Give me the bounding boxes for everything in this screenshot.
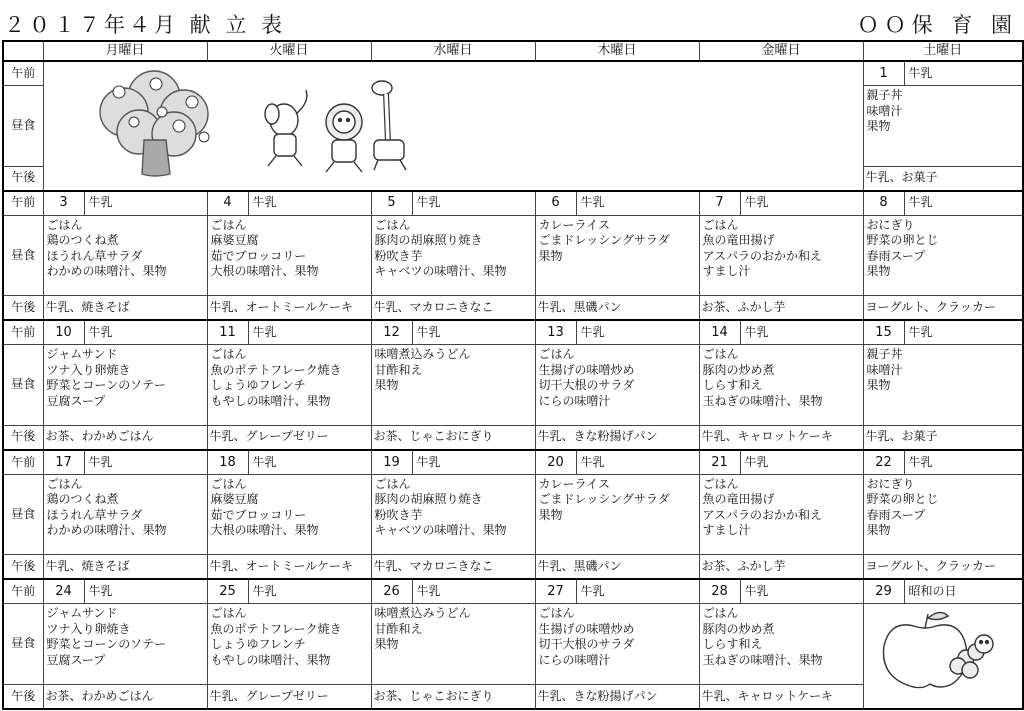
lunch-item: 豚肉の胡麻照り焼き [374, 492, 483, 507]
lunch-item: ごはん [702, 476, 739, 491]
lunch-item: 粉吹き芋 [374, 248, 423, 263]
morning-snack: 牛乳 [580, 584, 605, 599]
row-label-afternoon: 午後 [3, 555, 43, 580]
row-label-afternoon: 午後 [3, 296, 43, 321]
lunch-item: ごはん [46, 476, 83, 491]
week3-wed-afternoon: お茶、じゃこおにぎり [371, 425, 535, 450]
week5-sat-morning [863, 579, 1023, 604]
day-header-mon: 月曜日 [43, 41, 207, 61]
lunch-item: 茹でブロッコリー [210, 248, 307, 263]
week5-tue-morning [207, 579, 371, 604]
day-header-sat: 土曜日 [863, 41, 1023, 61]
morning-snack: 牛乳 [416, 195, 441, 210]
morning-snack: 牛乳 [908, 324, 933, 339]
lunch-item: カレーライス [538, 476, 611, 491]
school-name: ＯＯ保 育 園 [857, 13, 1018, 37]
week4-tue-afternoon: 牛乳、オートミールケーキ [207, 555, 371, 580]
week4-wed-morning [371, 450, 535, 475]
date-number: 11 [208, 321, 249, 344]
week4-thu-morning [535, 450, 699, 475]
week5-wed-afternoon: お茶、じゃこおにぎり [371, 684, 535, 709]
lunch-item: 果物 [538, 507, 563, 522]
week3-tue-lunch [207, 345, 371, 425]
lunch-item: ごまドレッシングサラダ [538, 492, 670, 507]
week3-mon-morning [43, 320, 207, 345]
lunch-item: 魚の竜田揚げ [702, 233, 775, 248]
date-number: 12 [372, 321, 413, 344]
row-label-afternoon: 午後 [3, 425, 43, 450]
week4-mon-lunch [43, 474, 207, 554]
lunch-item: 切干大根のサラダ [538, 637, 635, 652]
morning-snack: 昭和の日 [908, 584, 957, 599]
day-header-tue: 火曜日 [207, 41, 371, 61]
week2-tue-lunch [207, 215, 371, 295]
morning-snack: 牛乳 [416, 324, 441, 339]
lunch-item: わかめの味噌汁、果物 [46, 523, 167, 538]
lunch-item: すまし汁 [702, 264, 751, 279]
week4-fri-morning [699, 450, 863, 475]
lunch-item: ごはん [210, 217, 247, 232]
week2-mon-lunch [43, 215, 207, 295]
lunch-item: 玉ねぎの味噌汁、果物 [702, 393, 823, 408]
week3-afternoon-row [3, 425, 1023, 450]
week2-mon-afternoon: 牛乳、焼きそば [43, 296, 207, 321]
row-label-afternoon: 午後 [3, 166, 43, 191]
row-label-morning: 午前 [3, 450, 43, 475]
morning-snack: 牛乳 [416, 454, 441, 469]
week4-sat-morning [863, 450, 1023, 475]
week5-wed-lunch [371, 604, 535, 684]
lunch-item: ごまドレッシングサラダ [538, 233, 670, 248]
week1-sat-lunch [863, 86, 1023, 166]
week3-mon-lunch [43, 345, 207, 425]
week3-lunch-row [3, 345, 1023, 425]
lunch-item: 豚肉の炒め煮 [702, 621, 775, 636]
morning-snack: 牛乳 [252, 324, 277, 339]
week1-sat-afternoon: 牛乳、お菓子 [863, 166, 1023, 191]
morning-snack: 牛乳 [416, 584, 441, 599]
week3-tue-morning [207, 320, 371, 345]
week2-afternoon-row [3, 296, 1023, 321]
week3-wed-morning [371, 320, 535, 345]
lunch-item: おにぎり [866, 217, 915, 232]
lunch-item: 豆腐スープ [46, 652, 106, 667]
week4-wed-afternoon: 牛乳、マカロニきなこ [371, 555, 535, 580]
lunch-item: 果物 [866, 119, 891, 134]
week2-morning-row [3, 191, 1023, 216]
week4-sat-afternoon: ヨーグルト、クラッカー [863, 555, 1023, 580]
lunch-item: ごはん [374, 217, 411, 232]
week3-thu-lunch [535, 345, 699, 425]
date-number: 5 [372, 192, 413, 215]
lunch-item: 甘酢和え [374, 621, 423, 636]
lunch-item: 甘酢和え [374, 362, 423, 377]
lunch-item: ごはん [702, 606, 739, 621]
date-number: 8 [864, 192, 905, 215]
date-number: 14 [700, 321, 741, 344]
date-number: 27 [536, 580, 577, 603]
week3-thu-morning [535, 320, 699, 345]
morning-snack: 牛乳 [580, 324, 605, 339]
lunch-item: 親子丼 [866, 347, 903, 362]
row-label-afternoon: 午後 [3, 684, 43, 709]
week3-fri-afternoon: 牛乳、キャロットケーキ [699, 425, 863, 450]
day-header-fri: 金曜日 [699, 41, 863, 61]
apple-caterpillar-icon [870, 606, 1020, 696]
week1-sat-morning [863, 61, 1023, 86]
menu-calendar [2, 40, 1024, 710]
date-number: 25 [208, 580, 249, 603]
morning-snack: 牛乳 [744, 324, 769, 339]
date-number: 17 [44, 451, 85, 474]
lunch-item: キャベツの味噌汁、果物 [374, 523, 507, 538]
lunch-item: ごはん [210, 347, 247, 362]
lunch-item: ごはん [210, 606, 247, 621]
week5-lunch-row [3, 604, 1023, 684]
morning-snack: 牛乳 [88, 454, 113, 469]
lunch-item: 味噌汁 [866, 362, 903, 377]
row-label-morning: 午前 [3, 320, 43, 345]
lunch-item: 果物 [866, 264, 891, 279]
week4-morning-row [3, 450, 1023, 475]
lunch-item: ごはん [538, 347, 575, 362]
lunch-item: もやしの味噌汁、果物 [210, 393, 331, 408]
lunch-item: 野菜とコーンのソテー [46, 378, 167, 393]
morning-snack: 牛乳 [744, 584, 769, 599]
week3-sat-morning [863, 320, 1023, 345]
lunch-item: ツナ入り卵焼き [46, 621, 131, 636]
marching-animals-icon [44, 62, 864, 188]
week4-wed-lunch [371, 474, 535, 554]
morning-snack: 牛乳 [908, 195, 933, 210]
row-label-morning: 午前 [3, 61, 43, 86]
week5-tue-afternoon: 牛乳、グレープゼリー [207, 684, 371, 709]
lunch-item: ごはん [702, 217, 739, 232]
lunch-item: 春雨スープ [866, 248, 926, 263]
lunch-item: 大根の味噌汁、果物 [210, 264, 319, 279]
lunch-item: ジャムサンド [46, 606, 118, 621]
morning-snack: 牛乳 [88, 584, 113, 599]
week5-sat-illustration-cell [863, 604, 1023, 709]
lunch-item: 豚肉の胡麻照り焼き [374, 233, 483, 248]
date-number: 24 [44, 580, 85, 603]
lunch-item: おにぎり [866, 476, 915, 491]
lunch-item: 果物 [374, 637, 399, 652]
lunch-item: 野菜とコーンのソテー [46, 637, 167, 652]
lunch-item: にらの味噌汁 [538, 393, 611, 408]
week2-wed-morning [371, 191, 535, 216]
lunch-item: しらす和え [702, 637, 763, 652]
week2-sat-lunch [863, 215, 1023, 295]
lunch-item: 玉ねぎの味噌汁、果物 [702, 652, 823, 667]
row-label-lunch: 昼食 [3, 604, 43, 684]
week5-mon-morning [43, 579, 207, 604]
week2-thu-afternoon: 牛乳、黒磯パン [535, 296, 699, 321]
week5-mon-afternoon: お茶、わかめごはん [43, 684, 207, 709]
week5-wed-morning [371, 579, 535, 604]
lunch-item: 鶏のつくね煮 [46, 233, 119, 248]
week4-sat-lunch [863, 474, 1023, 554]
lunch-item: もやしの味噌汁、果物 [210, 652, 331, 667]
lunch-item: キャベツの味噌汁、果物 [374, 264, 507, 279]
week3-tue-afternoon: 牛乳、グレープゼリー [207, 425, 371, 450]
week2-wed-afternoon: 牛乳、マカロニきなこ [371, 296, 535, 321]
lunch-item: 粉吹き芋 [374, 507, 423, 522]
week3-sat-afternoon: 牛乳、お菓子 [863, 425, 1023, 450]
day-header-thu: 木曜日 [535, 41, 699, 61]
lunch-item: ごはん [538, 606, 575, 621]
week5-thu-afternoon: 牛乳、きな粉揚げパン [535, 684, 699, 709]
lunch-item: 魚のポテトフレーク焼き [210, 362, 342, 377]
week4-fri-afternoon: お茶、ふかし芋 [699, 555, 863, 580]
morning-snack: 牛乳 [744, 195, 769, 210]
lunch-item: 麻婆豆腐 [210, 233, 259, 248]
week4-tue-lunch [207, 474, 371, 554]
lunch-item: 大根の味噌汁、果物 [210, 523, 319, 538]
lunch-item: 切干大根のサラダ [538, 378, 635, 393]
week2-fri-afternoon: お茶、ふかし芋 [699, 296, 863, 321]
lunch-item: 茹でブロッコリー [210, 507, 307, 522]
week3-thu-afternoon: 牛乳、きな粉揚げパン [535, 425, 699, 450]
lunch-item: ごはん [374, 476, 411, 491]
morning-snack: 牛乳 [88, 195, 113, 210]
date-number: 15 [864, 321, 905, 344]
week2-wed-lunch [371, 215, 535, 295]
lunch-item: わかめの味噌汁、果物 [46, 264, 167, 279]
lunch-item: すまし汁 [702, 523, 751, 538]
week5-fri-lunch [699, 604, 863, 684]
lunch-item: にらの味噌汁 [538, 652, 611, 667]
lunch-item: 味噌煮込みうどん [374, 347, 471, 362]
date-number: 20 [536, 451, 577, 474]
morning-snack: 牛乳 [908, 65, 933, 80]
morning-snack: 牛乳 [580, 454, 605, 469]
week4-thu-lunch [535, 474, 699, 554]
lunch-item: 鶏のつくね煮 [46, 492, 119, 507]
week3-mon-afternoon: お茶、わかめごはん [43, 425, 207, 450]
date-number: 10 [44, 321, 85, 344]
lunch-item: カレーライス [538, 217, 611, 232]
week2-thu-lunch [535, 215, 699, 295]
row-label-lunch: 昼食 [3, 215, 43, 295]
row-label-lunch: 昼食 [3, 474, 43, 554]
morning-snack: 牛乳 [252, 584, 277, 599]
lunch-item: 味噌汁 [866, 103, 903, 118]
week4-fri-lunch [699, 474, 863, 554]
date-number: 4 [208, 192, 249, 215]
week2-fri-lunch [699, 215, 863, 295]
week2-sat-afternoon: ヨーグルト、クラッカー [863, 296, 1023, 321]
lunch-item: ごはん [702, 347, 739, 362]
lunch-item: ほうれん草サラダ [46, 248, 143, 263]
lunch-item: 果物 [374, 378, 399, 393]
week3-morning-row [3, 320, 1023, 345]
week4-lunch-row [3, 474, 1023, 554]
lunch-item: ごはん [210, 476, 247, 491]
date-number: 3 [44, 192, 85, 215]
lunch-item: 魚の竜田揚げ [702, 492, 775, 507]
morning-snack: 牛乳 [88, 324, 113, 339]
week2-mon-morning [43, 191, 207, 216]
lunch-item: 生揚げの味噌炒め [538, 362, 635, 377]
date-number: 13 [536, 321, 577, 344]
lunch-item: 魚のポテトフレーク焼き [210, 621, 342, 636]
row-label-morning: 午前 [3, 579, 43, 604]
lunch-item: 野菜の卵とじ [866, 492, 939, 507]
lunch-item: 豚肉の炒め煮 [702, 362, 775, 377]
page-header [0, 0, 1024, 40]
week4-tue-morning [207, 450, 371, 475]
lunch-item: 果物 [866, 523, 891, 538]
week2-thu-morning [535, 191, 699, 216]
date-number: 1 [864, 62, 905, 85]
lunch-item: 麻婆豆腐 [210, 492, 259, 507]
week4-mon-morning [43, 450, 207, 475]
week1-illustration-cell [43, 61, 863, 191]
week2-sat-morning [863, 191, 1023, 216]
row-label-lunch: 昼食 [3, 86, 43, 166]
date-number: 22 [864, 451, 905, 474]
lunch-item: 豆腐スープ [46, 393, 106, 408]
week5-mon-lunch [43, 604, 207, 684]
week3-wed-lunch [371, 345, 535, 425]
date-number: 21 [700, 451, 741, 474]
lunch-item: しょうゆフレンチ [210, 637, 306, 652]
weekday-header-row [3, 41, 1023, 61]
week5-thu-morning [535, 579, 699, 604]
lunch-item: ほうれん草サラダ [46, 507, 143, 522]
date-number: 26 [372, 580, 413, 603]
week3-sat-lunch [863, 345, 1023, 425]
week3-fri-morning [699, 320, 863, 345]
morning-snack: 牛乳 [580, 195, 605, 210]
lunch-item: 味噌煮込みうどん [374, 606, 471, 621]
row-label-morning: 午前 [3, 191, 43, 216]
week4-mon-afternoon: 牛乳、焼きそば [43, 555, 207, 580]
date-number: 29 [864, 580, 905, 603]
date-number: 28 [700, 580, 741, 603]
week2-tue-afternoon: 牛乳、オートミールケーキ [207, 296, 371, 321]
lunch-item: 親子丼 [866, 88, 903, 103]
week5-fri-morning [699, 579, 863, 604]
week5-fri-afternoon: 牛乳、キャロットケーキ [699, 684, 863, 709]
week5-morning-row [3, 579, 1023, 604]
day-header-wed: 水曜日 [371, 41, 535, 61]
lunch-item: 春雨スープ [866, 507, 926, 522]
lunch-item: 果物 [538, 248, 563, 263]
date-number: 19 [372, 451, 413, 474]
lunch-item: ジャムサンド [46, 347, 118, 362]
morning-snack: 牛乳 [252, 454, 277, 469]
lunch-item: しょうゆフレンチ [210, 378, 306, 393]
corner-cell [3, 41, 43, 61]
morning-snack: 牛乳 [252, 195, 277, 210]
week4-thu-afternoon: 牛乳、黒磯パン [535, 555, 699, 580]
lunch-item: アスパラのおかか和え [702, 248, 823, 263]
week4-afternoon-row [3, 555, 1023, 580]
lunch-item: 野菜の卵とじ [866, 233, 939, 248]
lunch-item: 果物 [866, 378, 891, 393]
lunch-item: アスパラのおかか和え [702, 507, 823, 522]
morning-snack: 牛乳 [908, 454, 933, 469]
morning-snack: 牛乳 [744, 454, 769, 469]
date-number: 7 [700, 192, 741, 215]
lunch-item: 生揚げの味噌炒め [538, 621, 635, 636]
week1-morning-row [3, 61, 1023, 86]
week2-lunch-row [3, 215, 1023, 295]
week3-fri-lunch [699, 345, 863, 425]
lunch-item: ツナ入り卵焼き [46, 362, 131, 377]
date-number: 6 [536, 192, 577, 215]
row-label-lunch: 昼食 [3, 345, 43, 425]
calendar-title: ２０１７年４月 献 立 表 [4, 13, 287, 37]
lunch-item: しらす和え [702, 378, 763, 393]
week2-fri-morning [699, 191, 863, 216]
lunch-item: ごはん [46, 217, 83, 232]
date-number: 18 [208, 451, 249, 474]
week2-tue-morning [207, 191, 371, 216]
week5-thu-lunch [535, 604, 699, 684]
week5-tue-lunch [207, 604, 371, 684]
